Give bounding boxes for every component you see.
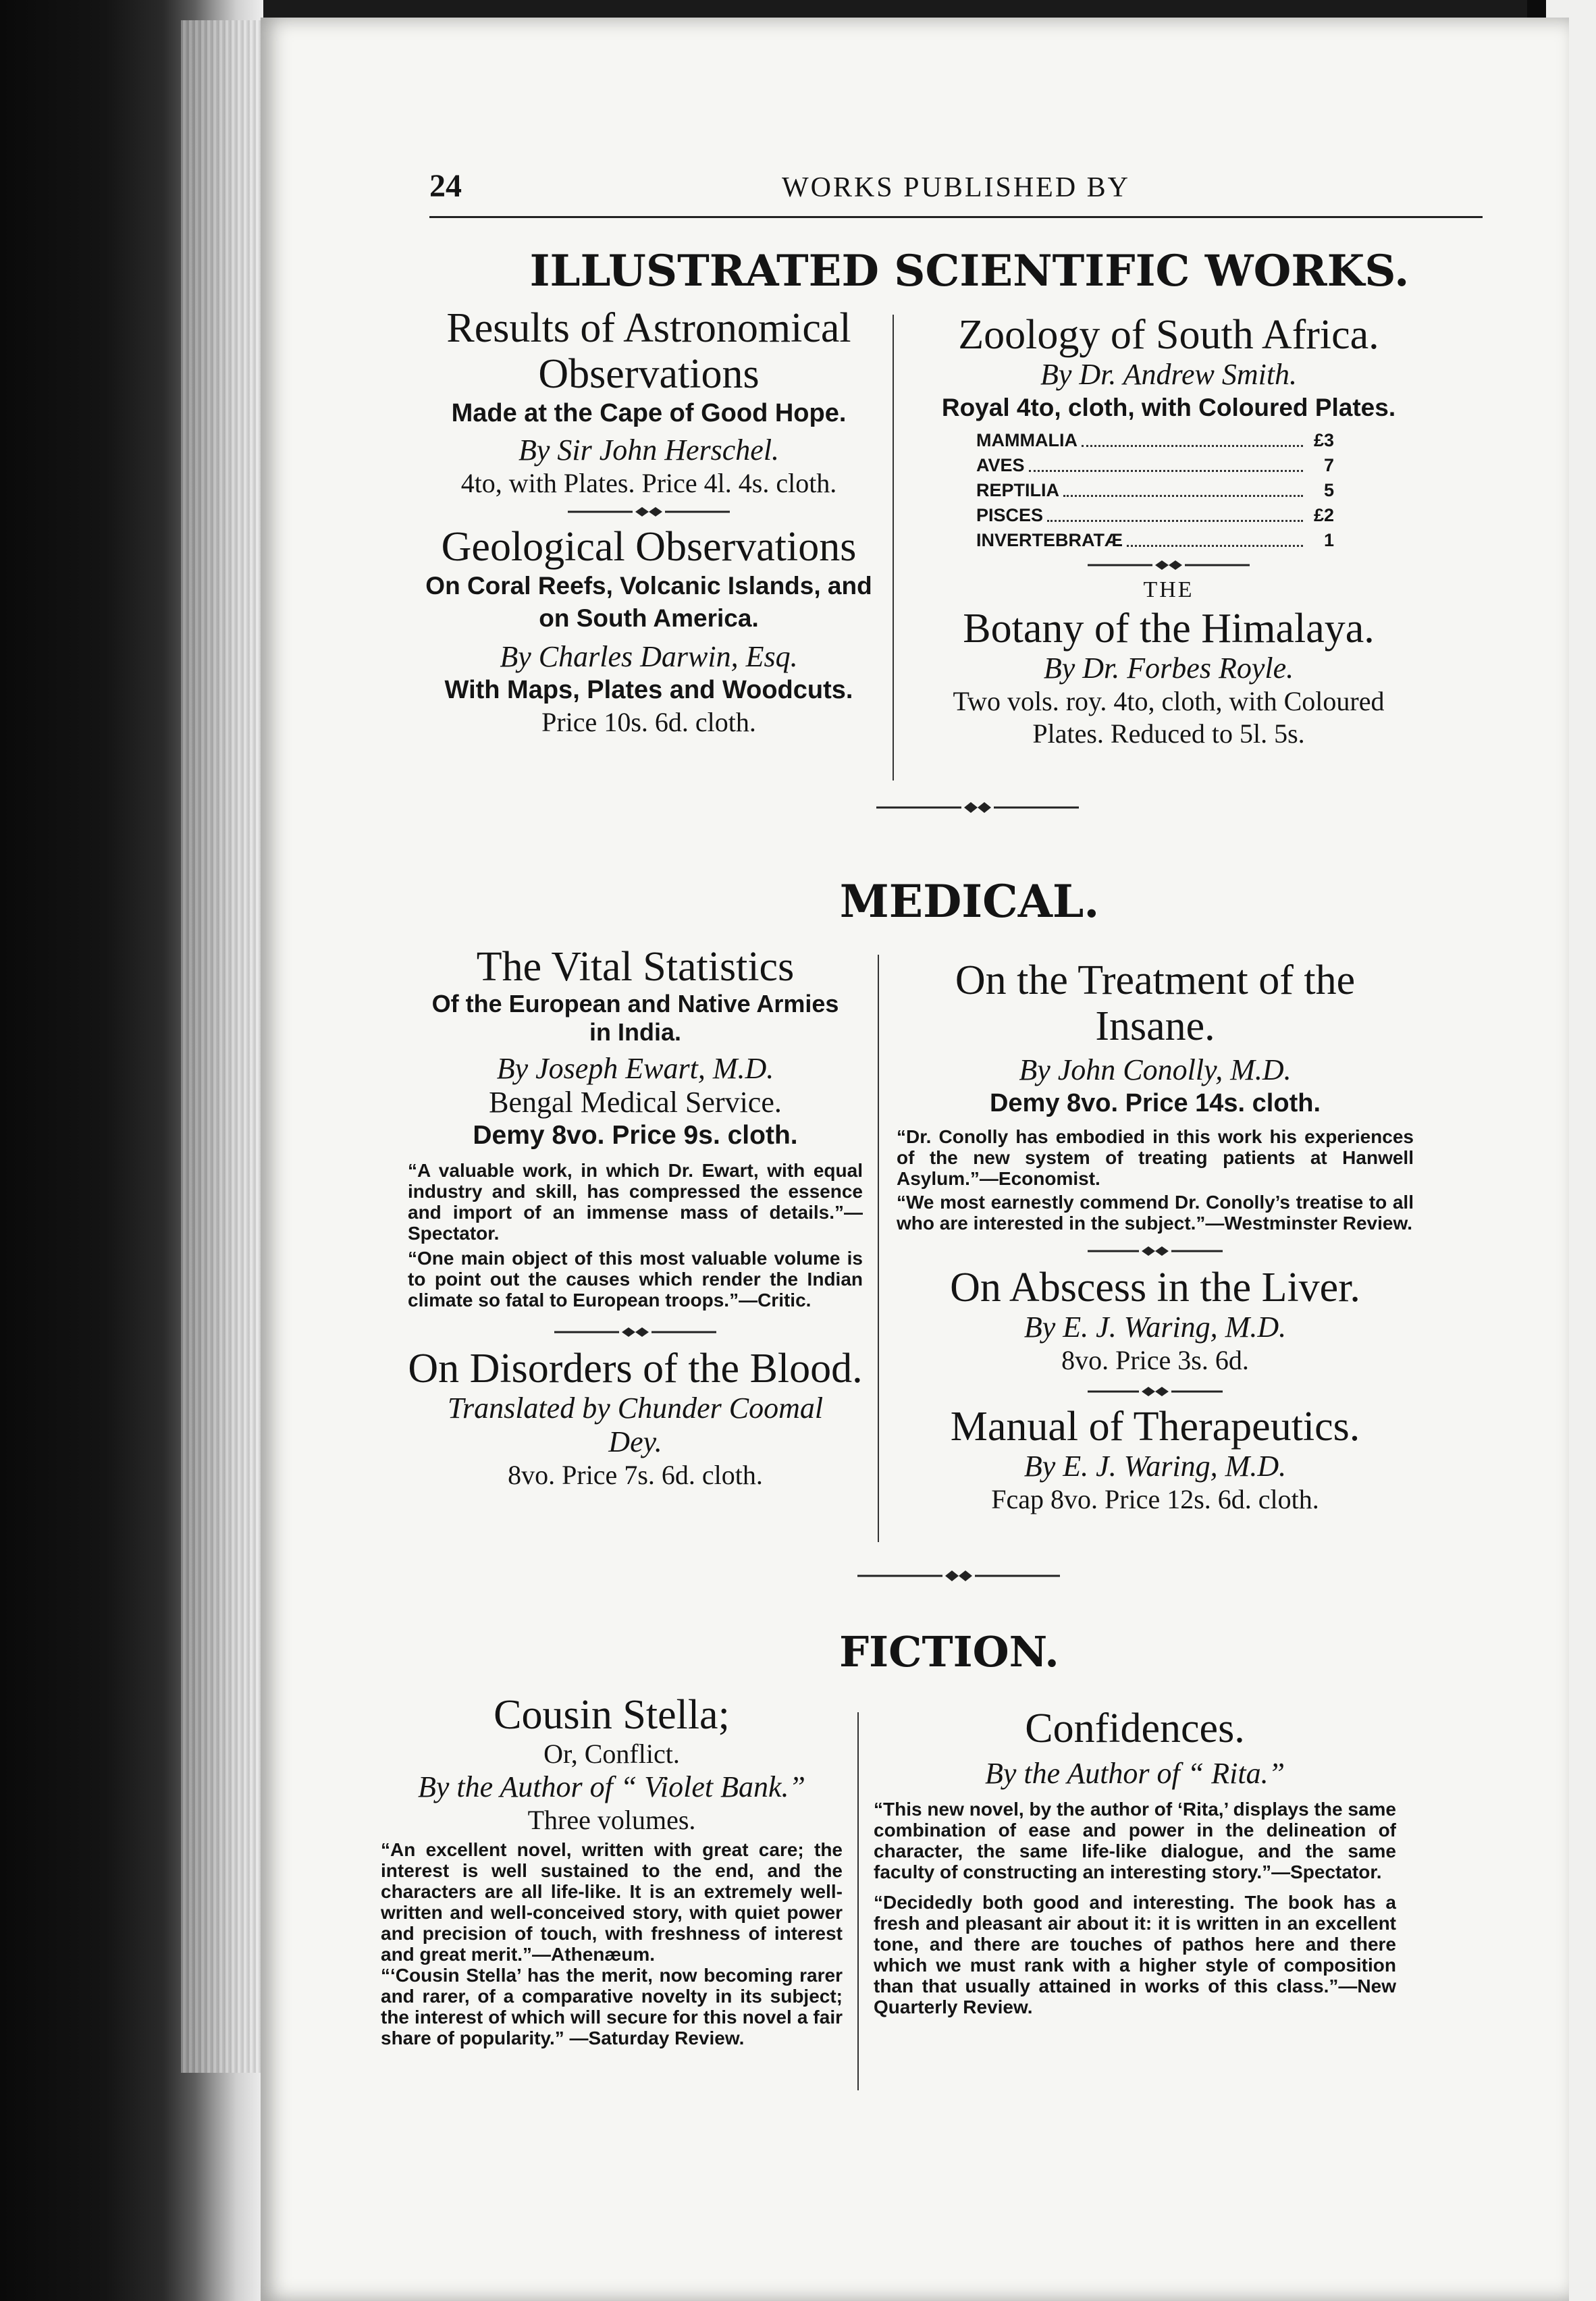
entry-price: Demy 8vo. Price 9s. cloth. <box>473 1121 798 1150</box>
entry-author: By Dr. Andrew Smith. <box>1040 358 1298 391</box>
entry-subtitle: Made at the Cape of Good Hope. <box>451 399 847 427</box>
item-name: INVERTEBRATÆ <box>976 530 1123 550</box>
price-list-item <box>976 453 1334 478</box>
head-rule <box>429 216 1483 218</box>
entry-title: Results of Astronomical <box>446 305 851 351</box>
entry-author: By the Author of “ Rita.” <box>984 1757 1285 1790</box>
book-page <box>261 18 1569 2301</box>
entry-author: By E. J. Waring, M.D. <box>1023 1311 1287 1344</box>
review-quote: “This new novel, by the author of ‘Rita,’ displays the same combination of ease and power in the delineation of character, the same life-like dialogue, and the same faculty of constructing an interesting story.”—Spectator. <box>874 1799 1396 1882</box>
entry-title: On Abscess in the Liver. <box>950 1265 1360 1311</box>
ornament-divider <box>1088 1244 1223 1258</box>
item-name: AVES <box>976 455 1025 475</box>
price-list <box>976 428 1334 553</box>
review-quote: “We most earnestly commend Dr. Conolly’s treatise to all who are interested in the subject.”—Westminster Review. <box>897 1192 1414 1234</box>
section-heading-medical: MEDICAL. <box>839 875 1100 928</box>
entry-title-cont: Insane. <box>1095 1003 1215 1049</box>
entry-subtitle-cont: in India. <box>589 1018 681 1046</box>
entry-subtitle: Of the European and Native Armies <box>431 990 839 1017</box>
ornament-divider <box>1088 1385 1223 1398</box>
page-number: 24 <box>429 168 462 204</box>
price-list-item <box>976 478 1334 503</box>
entry-author: Translated by Chunder Coomal <box>447 1392 824 1425</box>
entry-subtitle: Or, Conflict. <box>543 1739 680 1769</box>
review-quote: “Decidedly both good and interesting. The book has a fresh and pleasant air about it: it is written in an excellent tone, and there are touches of pathos here and there which we must rank with a higher style of composition than that usually attained in works of this class.”—New Quarterly Review. <box>874 1892 1396 2017</box>
entry-detail: Royal 4to, cloth, with Coloured Plates. <box>941 394 1396 421</box>
entry-zoology-south-africa <box>902 312 1435 750</box>
price-list-item <box>976 503 1334 528</box>
review-quote: “‘Cousin Stella’ has the merit, now becoming rarer and rarer, of a comparative novelty in its subject; the interest of which will secure for this novel a fair share of popularity.” —Saturday Review. <box>381 1965 843 2048</box>
entry-astronomical-observations <box>416 305 882 739</box>
item-price: £3 <box>1313 430 1334 450</box>
page-edges <box>181 20 269 2073</box>
review-quote: “A valuable work, in which Dr. Ewart, with equal industry and skill, has compressed the essence and import of an immense mass of details.”—Spectator. <box>408 1160 863 1244</box>
entry-author: By the Author of “ Violet Bank.” <box>418 1770 805 1803</box>
entry-price: Demy 8vo. Price 14s. cloth. <box>989 1089 1321 1117</box>
ornament-divider <box>1088 558 1250 572</box>
item-name: REPTILIA <box>976 480 1060 500</box>
section-heading-scientific: ILLUSTRATED SCIENTIFIC WORKS. <box>529 246 1410 296</box>
entry-author: By Sir John Herschel. <box>518 433 780 467</box>
entry-price: Price 10s. 6d. cloth. <box>541 707 756 737</box>
entry-price: 8vo. Price 7s. 6d. cloth. <box>508 1460 763 1490</box>
entry-subtitle: On Coral Reefs, Volcanic Islands, and <box>425 572 872 600</box>
entry-treatment-of-insane <box>888 957 1422 1516</box>
entry-subtitle-cont: on South America. <box>539 604 759 632</box>
entry-title: Confidences. <box>1025 1705 1245 1751</box>
ornament-divider <box>568 505 730 519</box>
review-quote: “An excellent novel, written with great care; the interest is well sustained to the end, and the characters are all life-like. It is an extremely well-written and well-conceived story, with quiet power and precision of touch, with freshness of interest and great merit.”—Athenæum. <box>381 1839 843 1965</box>
item-name: MAMMALIA <box>976 430 1078 450</box>
entry-detail: Two vols. roy. 4to, cloth, with Coloured <box>953 686 1385 716</box>
entry-title: Botany of the Himalaya. <box>963 606 1375 652</box>
entry-author: By Joseph Ewart, M.D. <box>496 1052 774 1085</box>
entry-title: The Vital Statistics <box>476 944 795 990</box>
entry-pretitle: THE <box>1143 577 1194 602</box>
entry-title: On Disorders of the Blood. <box>408 1346 863 1392</box>
entry-title: Cousin Stella; <box>494 1692 730 1738</box>
entry-title: On the Treatment of the <box>955 957 1356 1003</box>
item-price: £2 <box>1313 505 1334 525</box>
item-price: 5 <box>1323 480 1334 500</box>
running-head <box>429 167 1483 215</box>
ornament-divider <box>554 1325 716 1339</box>
price-list-item <box>976 528 1334 553</box>
entry-price: 8vo. Price 3s. 6d. <box>1061 1345 1249 1375</box>
entry-author: By Dr. Forbes Royle. <box>1043 652 1294 685</box>
entry-vital-statistics <box>402 944 868 1491</box>
entry-title-cont: Observations <box>538 351 760 397</box>
entry-price: Fcap 8vo. Price 12s. 6d. cloth. <box>991 1484 1319 1514</box>
entry-author: By Charles Darwin, Esq. <box>500 640 798 673</box>
entry-title: Geological Observations <box>441 524 857 570</box>
section-ornament <box>876 799 1079 816</box>
section-ornament <box>857 1568 1060 1584</box>
item-price: 1 <box>1323 530 1334 550</box>
entry-author: By John Conolly, M.D. <box>1019 1053 1292 1086</box>
entry-service: Bengal Medical Service. <box>489 1086 782 1119</box>
review-quote: “Dr. Conolly has embodied in this work his experiences of the new system of treating patients at Hanwell Asylum.”—Economist. <box>897 1126 1414 1189</box>
item-name: PISCES <box>976 505 1044 525</box>
running-title: WORKS PUBLISHED BY <box>781 172 1131 203</box>
entry-confidences <box>868 1705 1402 2017</box>
entry-title: Manual of Therapeutics. <box>950 1404 1360 1450</box>
column-rule <box>857 1712 859 2090</box>
entry-volumes: Three volumes. <box>527 1805 696 1835</box>
entry-cousin-stella <box>375 1692 848 2048</box>
column-rule <box>878 955 879 1542</box>
entry-detail: With Maps, Plates and Woodcuts. <box>444 676 853 704</box>
entry-author-cont: Dey. <box>608 1425 662 1458</box>
entry-detail-cont: Plates. Reduced to 5l. 5s. <box>1032 718 1305 749</box>
item-price: 7 <box>1323 455 1334 475</box>
price-list-item <box>976 428 1334 453</box>
entry-title: Zoology of South Africa. <box>958 312 1379 358</box>
entry-price: 4to, with Plates. Price 4l. 4s. cloth. <box>460 468 837 498</box>
review-quote: “One main object of this most valuable volume is to point out the causes which render the Indian climate so fatal to European troops.”—Critic. <box>408 1248 863 1311</box>
column-rule <box>893 315 894 781</box>
entry-author: By E. J. Waring, M.D. <box>1023 1450 1287 1483</box>
section-heading-fiction: FICTION. <box>839 1627 1059 1676</box>
